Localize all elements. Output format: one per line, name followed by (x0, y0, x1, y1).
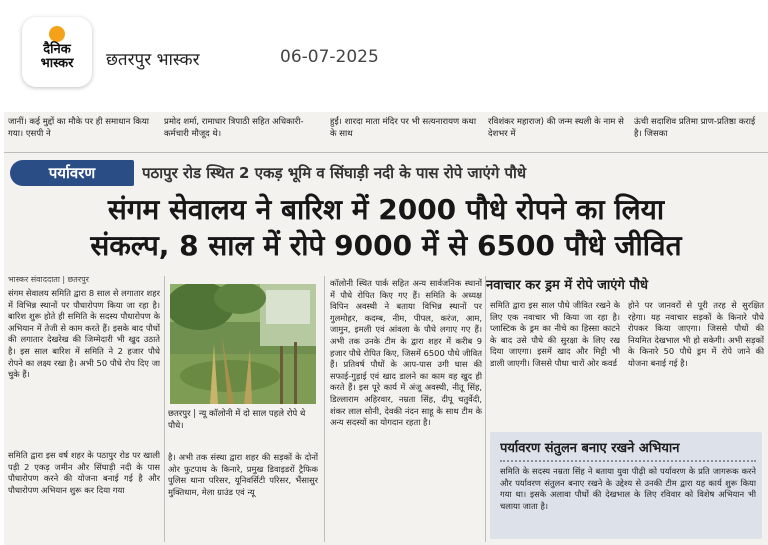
strip-col-5: ऊंची सदाशिव प्रतिमा प्राण-प्रतिष्ठा कराई है। जिसका (634, 117, 756, 139)
previous-article-strip (4, 112, 768, 150)
divider (4, 152, 768, 153)
strip-col-2: प्रमोद शर्मा, रामाधार त्रिपाठी सहित अधिकारी-कर्मचारी मौजूद थे। (164, 117, 304, 139)
column-rule (164, 276, 165, 542)
subheading-innovation: नवाचार कर ड्रम में रोपे जाएंगे पौधे (486, 278, 649, 293)
sidebar-box-heading: पर्यावरण संतुलन बनाए रखने अभियान (500, 441, 680, 456)
column-rule (324, 276, 325, 542)
logo-text-line2: भास्कर (40, 56, 74, 71)
plants-photo-image (170, 284, 316, 404)
newspaper-clipping (4, 112, 768, 545)
headline-line-2: संकल्प, 8 साल में रोपे 9000 में से 6500 पौधे जीवित (90, 229, 682, 262)
app-header (0, 0, 768, 95)
dainik-bhaskar-logo[interactable] (22, 17, 92, 87)
article-photo (170, 284, 316, 404)
edition-date: 06-07-2025 (280, 47, 379, 67)
dotted-divider (500, 460, 756, 462)
headline-line-1: संगम सेवालय ने बारिश में 2000 पौधे रोपने का लिया (107, 193, 665, 226)
edition-name[interactable]: छतरपुर भास्कर (106, 50, 200, 70)
category-tag: पर्यावरण (10, 160, 134, 186)
col4-paragraph: समिति द्वारा इस साल पौधे जीवित रखने के लिए एक नवाचार भी किया जा रहा है। प्लास्टिक के ड्रम का नीचे का हिस्सा काटने के बाद उसे पौधे की सुरक्षा के लिए रख दिया जाएगा। इसमें खाद और मिट्टी भी डाली जाएगी। जिससे पौधा चारों ओर कवर्ड (490, 300, 620, 368)
col2-paragraph: है। अभी तक संस्था द्वारा शहर की सड़कों के दोनों ओर फुटपाथ के किनारे, प्रमुख डिवाइडरों ट्रैफिक पुलिस थाना परिसर, यूनिवर्सिटी परिसर, भैंसासुर मुक्तिधाम, मेला ग्राउंड एवं न्यू (168, 452, 318, 497)
article-kicker: पठापुर रोड स्थित 2 एकड़ भूमि व सिंघाड़ी नदी के पास रोपे जाएंगे पौधे (142, 164, 527, 182)
byline: भास्कर संवाददाता | छतरपुर (8, 275, 89, 284)
col1-paragraph-2: समिति द्वारा इस वर्ष शहर के पठापुर रोड पर खाली पड़ी 2 एकड़ जमीन और सिंघाड़ी नदी के पास पौधारोपण करने की योजना बनाई गई है और पौधारोपण अभियान शुरू कर दिया गया (8, 450, 160, 495)
column-rule (485, 276, 486, 542)
photo-caption: छतरपुर | न्यू कॉलोनी में दो साल पहले रोपे थे पौधे। (168, 409, 306, 431)
col3-paragraph: कॉलोनी स्थित पार्क सहित अन्य सार्वजनिक स्थानों में पौधे रोपित किए गए हैं। समिति के अध्यक्ष विपिन अवस्थी ने बताया विभिन्न स्थानों पर गुलमोहर, कदम्ब, नीम, पीपल, करंज, आम, जामुन, इमली एवं आंवला के पौधे लगाए गए हैं। अभी तक उनके टीम के द्वारा शहर में करीब 9 हजार पौधे रोपित किए, जिसमें 6500 पौधे जीवित हैं। प्रतिवर्ष पौधों के आप-पास उगी घास की सफाई-गुड़ाई एवं खाद डालने का काम वह खुद ही करते हैं। इस पूरे कार्य में अंजू अवस्थी, नीतू सिंह, डिल्लाराम अहिरवार, नम्रता सिंह, दीपू चतुर्वेदी, शंकर लाल सोनी, देवकी नंदन साहू के साथ टीम के अन्य सदस्यों का योगदान रहता है। (330, 278, 482, 428)
sidebar-box-text: समिति के सदस्य नम्रता सिंह ने बताया युवा पीढ़ी को पर्यावरण के प्रति जागरूक करने और पर्यावरण संतुलन बनाए रखने के उद्देश्य से उनकी टीम द्वारा यह कार्य शुरू किया गया था। इसके अलावा पौधों की देखभाल के लिए रविवार को विशेष अभियान भी चलाया जाता है। (500, 466, 756, 511)
col1-paragraph-1: संगम सेवालय समिति द्वारा 8 साल से लगातार शहर में विभिन्न स्थानों पर पौधारोपण किया जा रहा है। बारिश शुरू होते ही समिति के सदस्य पौधारोपण के अभियान में तेजी से काम करते हैं। इसके बाद पौधों की लगातार देखरेख की जिम्मेदारी भी खुद उठाते है। इस साल बारिश में समिति ने 2 हजार पौधे रोपने का लक्ष्य रखा है। अभी 50 पौधे रोप दिए जा चुके हैं। (8, 288, 160, 380)
strip-col-4: रविशंकर महाराज) की जन्म स्थली के नाम से देशभर में (488, 117, 624, 139)
strip-col-3: हुईं। शारदा माता मंदिर पर भी सत्यनारायण कथा के साथ (330, 117, 477, 139)
logo-text-line1: दैनिक (43, 42, 71, 57)
col5-paragraph: होने पर जानवरों से पूरी तरह से सुरक्षित रहेगा। यह नवाचार सड़कों के किनारे पौधे रोपकर किया जाएगा। जिससे पौधों की नियमित देखभाल भी हो सकेगी। अभी सड़कों के किनारे 50 पौधे ड्रम में रोपे जाने की योजना बनाई गई है। (628, 300, 764, 368)
strip-col-1: जानीं। कई मुद्दों का मौके पर ही समाधान किया गया। एसपी ने (8, 117, 149, 139)
sun-icon (49, 26, 65, 42)
